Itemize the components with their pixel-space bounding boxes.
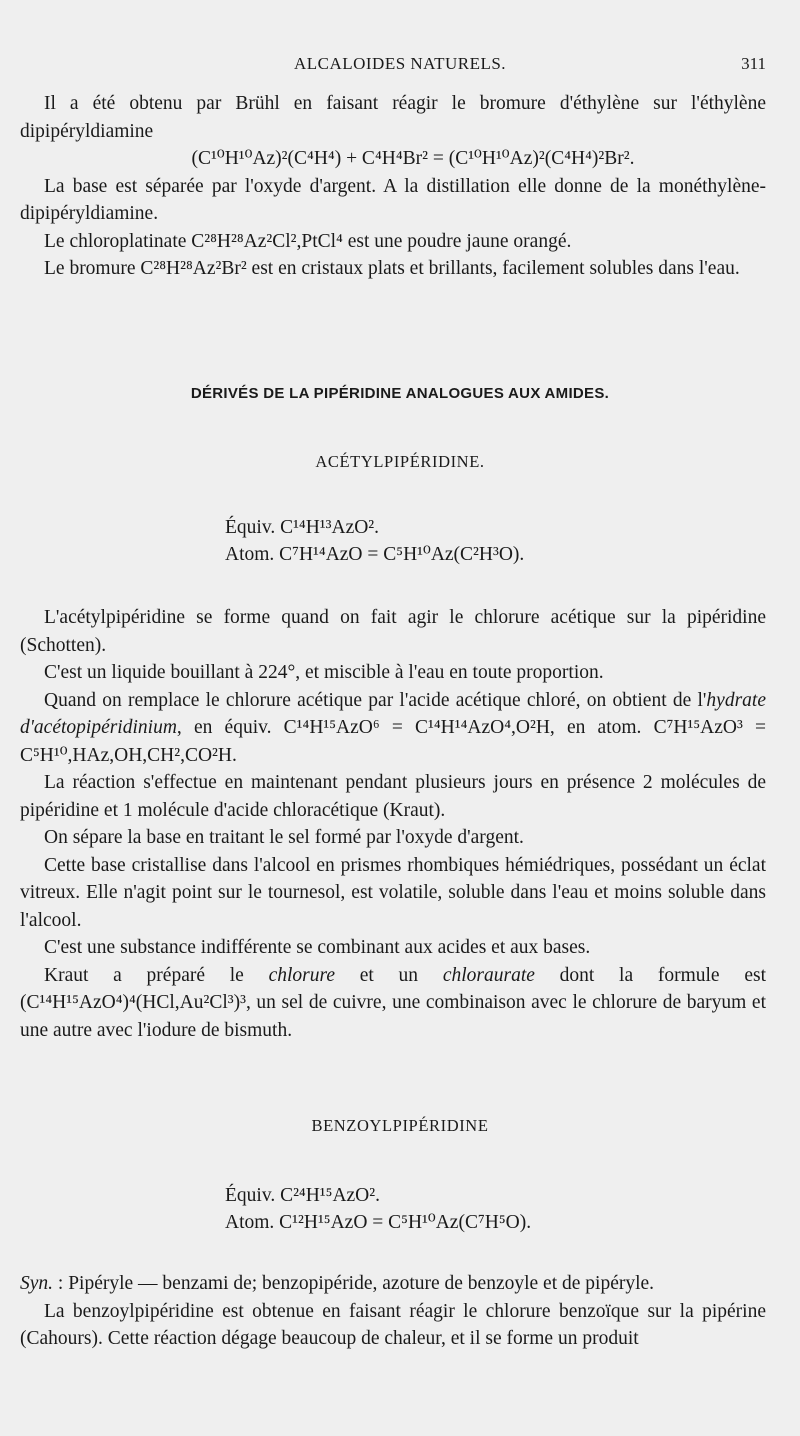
intro-paragraph-3: Le chloroplatinate C²⁸H²⁸Az²Cl²,PtCl⁴ est une poudre jaune orangé. [44, 230, 572, 252]
page-header [0, 52, 800, 82]
acetyl-atom-formula: Atom. C⁷H¹⁴AzO = C⁵H¹⁰Az(C²H³O). [225, 544, 525, 565]
acetyl-equiv-formula: Équiv. C¹⁴H¹³AzO². [225, 517, 380, 538]
benzoyl-syn-label: Syn. [20, 1273, 54, 1294]
benzoyl-body [20, 1270, 766, 1353]
running-title: ALCALOIDES NATURELS. [293, 54, 507, 73]
benzoyl-paragraph-1: La benzoylpipéridine est obtenue en faisant réagir le chlorure benzoïque sur la pipérine (Cahours). Cette réaction dégage beaucoup de chaleur, et il se forme un produit [20, 1300, 766, 1349]
acetyl-p3-start: Quand on remplace le chlorure acétique par l'acide acétique chloré, on obtient de l' [44, 689, 707, 711]
acetyl-p8-italic-1: chlorure [268, 964, 335, 986]
acetyl-paragraph-6: Cette base cristallise dans l'alcool en prismes rhombiques hémiédriques, possédant un éclat vitreux. Elle n'agit point sur le tournesol, est volatile, soluble dans l'eau et moins soluble dans l'alcool. [20, 854, 766, 931]
main-heading: DÉRIVÉS DE LA PIPÉRIDINE ANALOGUES AUX AMIDES. [190, 385, 610, 402]
acetyl-paragraph-8 [20, 962, 766, 1045]
acetyl-heading: ACÉTYLPIPÉRIDINE. [315, 452, 485, 471]
acetyl-paragraph-7: C'est une substance indifférente se combinant aux acides et aux bases. [44, 937, 591, 958]
page-number: 311 [741, 54, 766, 73]
intro-formula: (C¹⁰H¹⁰Az)²(C⁴H⁴) + C⁴H⁴Br² = (C¹⁰H¹⁰Az)²(C⁴H⁴)²Br². [191, 148, 635, 169]
acetyl-formulas [225, 514, 524, 568]
benzoyl-synonyms [20, 1270, 766, 1298]
intro-paragraph-2: La base est séparée par l'oxyde d'argent. A la distillation elle donne de la monéthylène-dipipéryldiamine. [20, 175, 766, 224]
acetyl-p8-mid: et un [335, 964, 443, 986]
acetyl-paragraph-3 [20, 687, 766, 770]
acetyl-p8-end: dont la formule est (C¹⁴H¹⁵AzO⁴)⁴(HCl,Au²Cl³)³, un sel de cuivre, une combinaison avec le chlorure de baryum et une autre avec l'iodure de bismuth. [20, 964, 766, 1041]
intro-section [20, 90, 766, 283]
acetyl-paragraph-2: C'est un liquide bouillant à 224°, et miscible à l'eau en toute proportion. [44, 662, 604, 683]
intro-paragraph-4: Le bromure C²⁸H²⁸Az²Br² est en cristaux plats et brillants, facilement solubles dans l'eau. [44, 258, 740, 279]
acetyl-paragraph-5: On sépare la base en traitant le sel formé par l'oxyde d'argent. [44, 827, 524, 848]
benzoyl-formulas [225, 1182, 531, 1236]
acetyl-paragraph-1: L'acétylpipéridine se forme quand on fait agir le chlorure acétique sur la pipéridine (Schotten). [20, 607, 766, 656]
acetyl-p3-italic: hydrate d'acétopipéridinium [20, 689, 766, 738]
acetyl-paragraph-4: La réaction s'effectue en maintenant pendant plusieurs jours en présence 2 molécules de pipéridine et 1 molécule d'acide chloracétique (Kraut). [20, 772, 766, 821]
acetyl-body [20, 604, 766, 1044]
acetyl-p8-start: Kraut a préparé le [44, 964, 269, 986]
benzoyl-syn-text: : Pipéryle — benzami de; benzopipéride, azoture de benzoyle et de pipéryle. [53, 1273, 655, 1294]
benzoyl-equiv-formula: Équiv. C²⁴H¹⁵AzO². [225, 1185, 380, 1206]
intro-paragraph-1: Il a été obtenu par Brühl en faisant réagir le bromure d'éthylène sur l'éthylène dipipéryldiamine [20, 93, 766, 142]
acetyl-p8-italic-2: chloraurate [442, 964, 535, 986]
benzoyl-atom-formula: Atom. C¹²H¹⁵AzO = C⁵H¹⁰Az(C⁷H⁵O). [225, 1212, 532, 1233]
acetyl-p3-end: , en équiv. C¹⁴H¹⁵AzO⁶ = C¹⁴H¹⁴AzO⁴,O²H, en atom. C⁷H¹⁵AzO³ = C⁵H¹⁰,HAz,OH,CH²,CO²H. [20, 717, 766, 766]
benzoyl-heading: BENZOYLPIPÉRIDINE [311, 1116, 489, 1135]
